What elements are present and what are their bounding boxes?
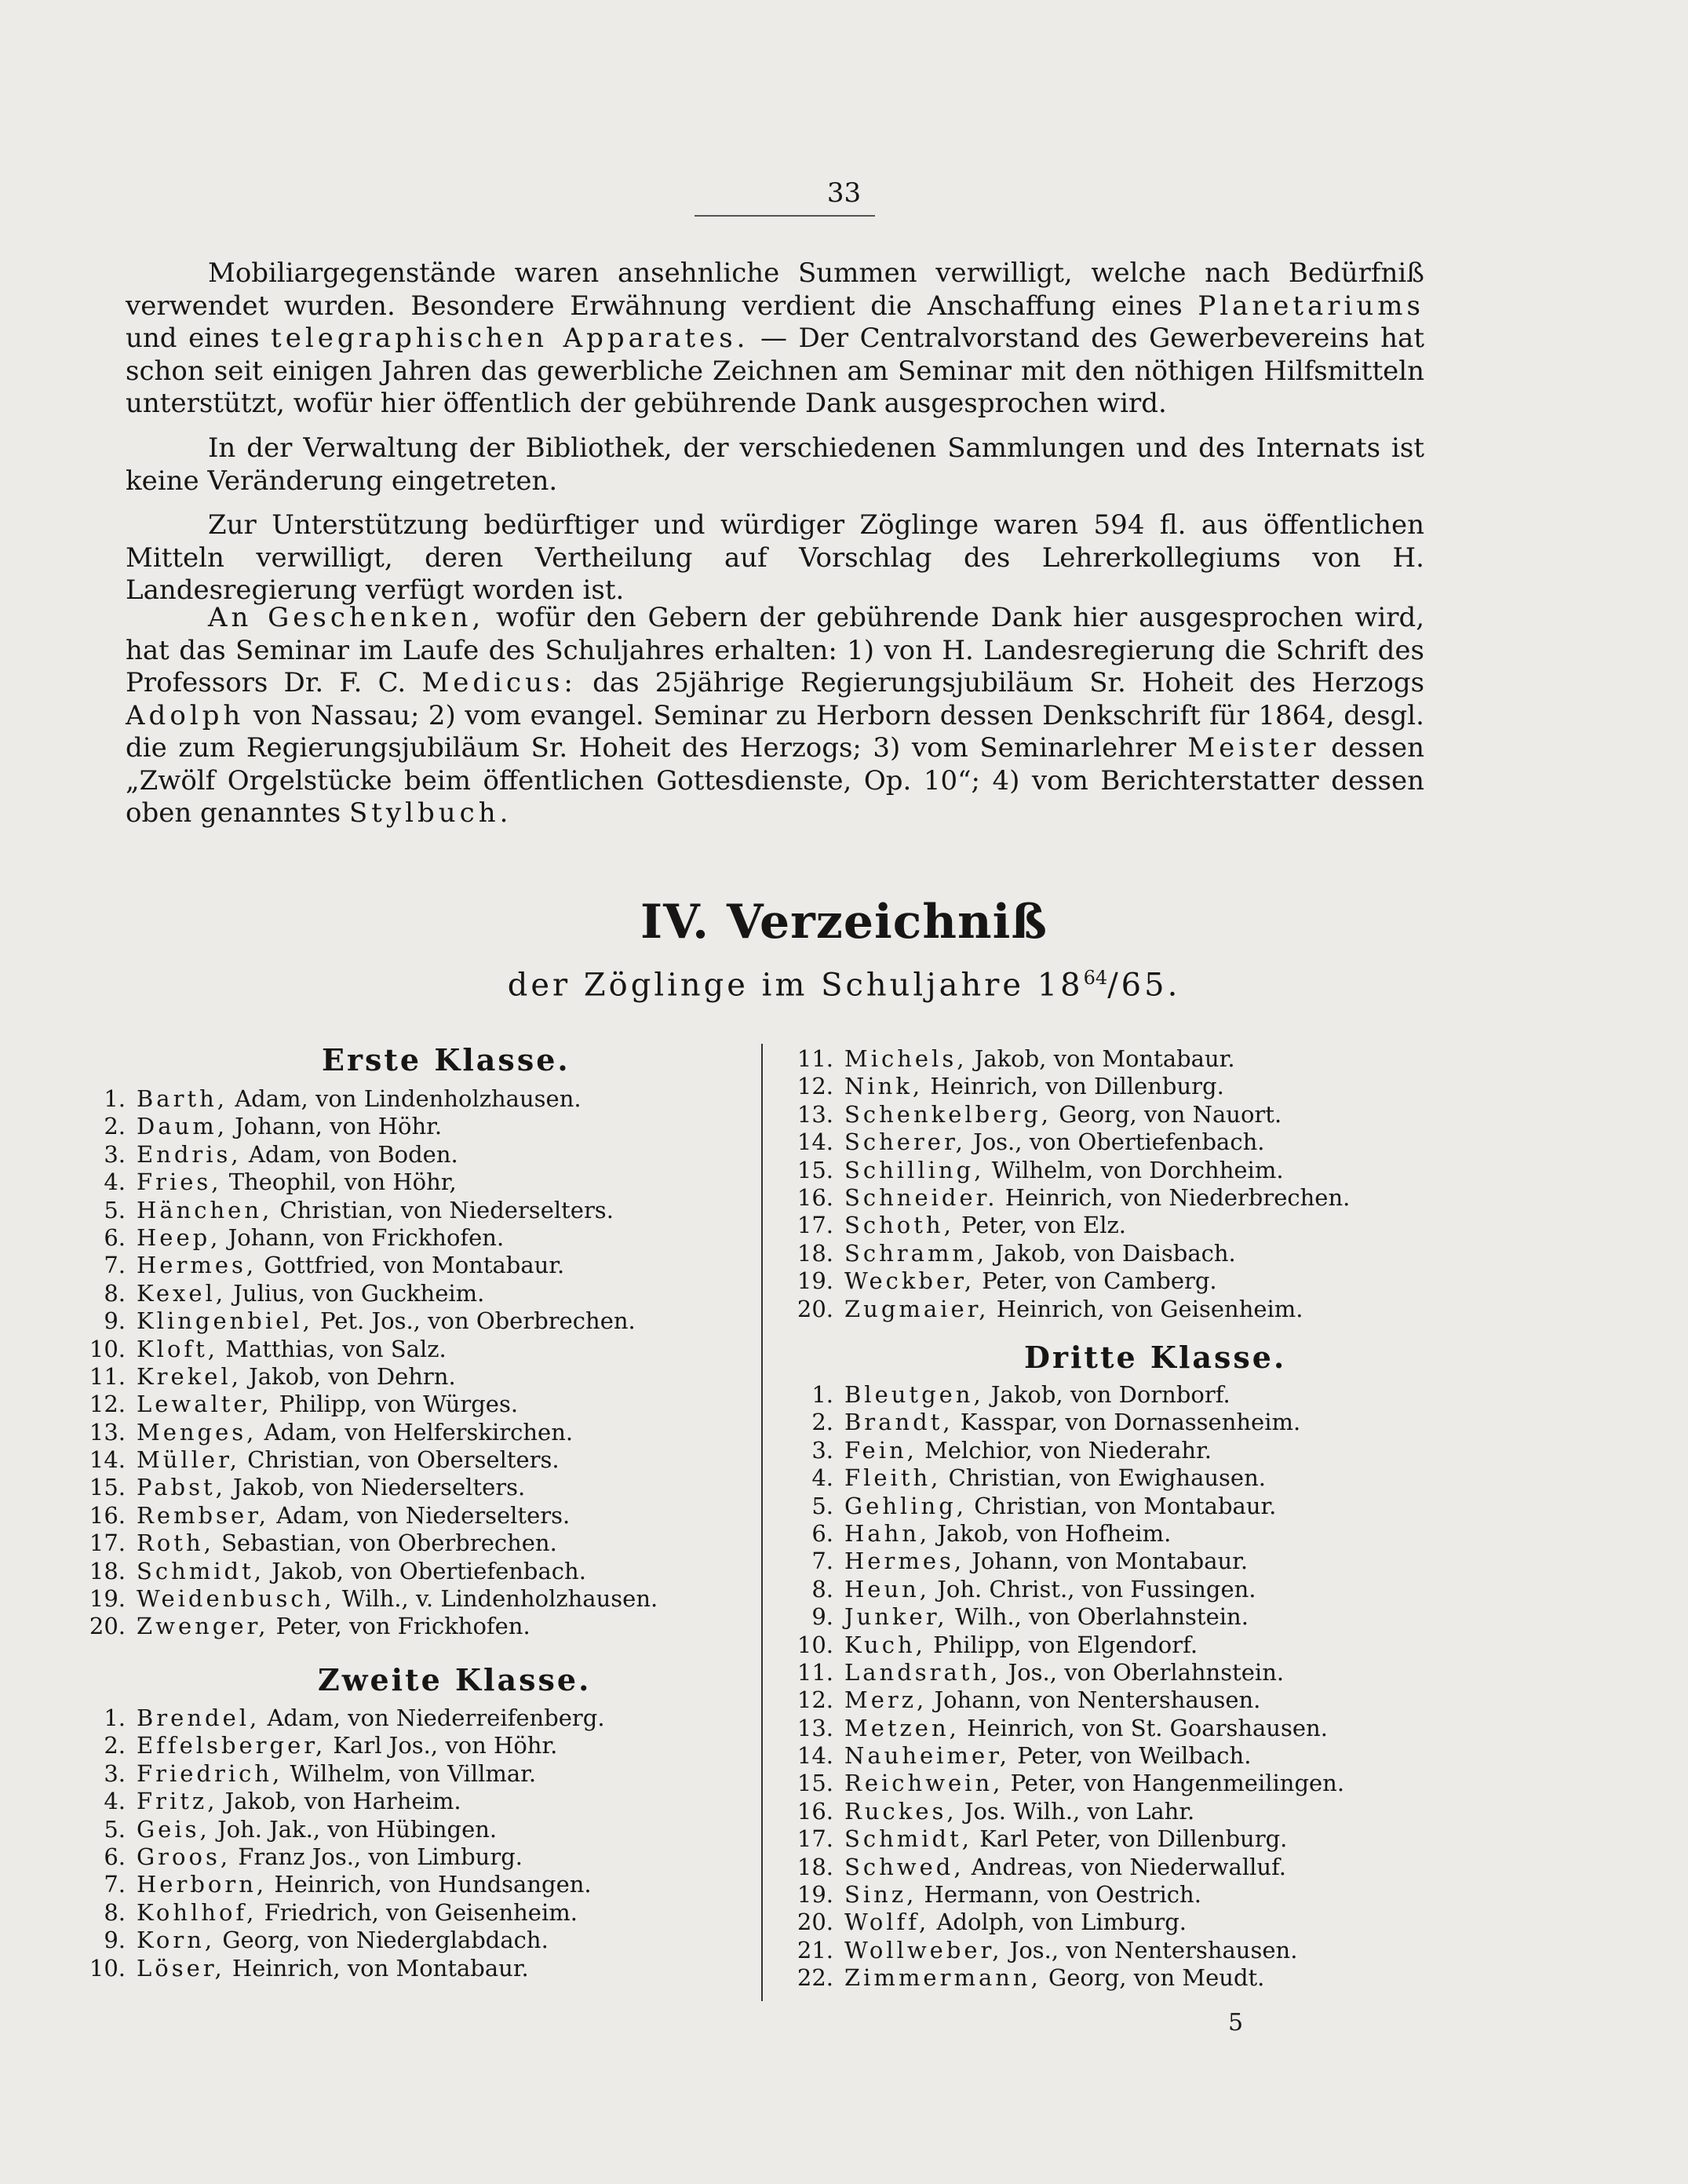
student-surname: Wollweber, [844, 1936, 1003, 1963]
student-entry [793, 1464, 1344, 1492]
student-details: Georg, von Niederglabdach. [222, 1927, 549, 1954]
student-entry [85, 1169, 658, 1196]
student-surname: Kloft, [137, 1335, 219, 1362]
student-details: Wilh., von Oberlahnstein. [954, 1603, 1249, 1631]
student-details: Andreas, von Niederwalluf. [971, 1853, 1286, 1880]
student-surname: Roth, [137, 1530, 214, 1557]
student-surname: Kuch, [844, 1631, 926, 1658]
entry-number: 14. [797, 1128, 833, 1156]
student-surname: Barth, [137, 1085, 228, 1112]
paragraph-1: Mobiliargegenstände waren ansehnliche Summen verwilligt, welche nach Bedürfniß verwendet wurden. Besondere Erwähnung verdient die Anschaffung eines Planetariums und eines telegraphischen Apparates. — Der Centralvorstand des Gewerbevereins hat schon seit einigen Jahren das gewerbliche Zeichnen am Seminar mit den nöthigen Hilfsmitteln unterstützt, wofür hier öffentlich der gebührende Dank ausgesprochen wird. [126, 257, 1424, 419]
entry-number: 11. [797, 1045, 833, 1072]
student-details: Adam, von Boden. [248, 1140, 458, 1168]
student-details: Jos. Wilh., von Lahr. [964, 1797, 1195, 1825]
student-details: Adolph, von Limburg. [936, 1909, 1187, 1936]
student-entry [85, 1760, 605, 1788]
student-details: Adam, von Niederreifenberg. [267, 1705, 605, 1731]
entry-number: 5. [811, 1492, 833, 1519]
entry-number: 10. [89, 1335, 126, 1362]
student-details: Wilh., v. Lindenholzhausen. [341, 1585, 658, 1613]
student-surname: Fein, [844, 1436, 917, 1464]
student-details: Christian, von Oberselters. [247, 1446, 560, 1474]
student-surname: Krekel, [137, 1362, 242, 1390]
student-details: Jakob, von Montabaur. [974, 1045, 1235, 1072]
student-surname: Menges, [137, 1418, 257, 1446]
student-details: Julius, von Guckheim. [233, 1279, 485, 1307]
student-entry [793, 1881, 1344, 1909]
emph-planetarium: Planetariums [1198, 290, 1424, 322]
student-entry [85, 1280, 658, 1307]
student-surname: Lewalter, [137, 1391, 272, 1418]
student-entry [793, 1548, 1344, 1575]
entry-number: 5. [104, 1815, 126, 1843]
student-details: Adam, von Niederselters. [276, 1501, 571, 1529]
entry-number: 8. [104, 1898, 126, 1926]
student-entry [793, 1240, 1350, 1267]
student-entry [793, 1267, 1350, 1295]
student-surname: Gehling, [844, 1492, 968, 1519]
student-surname: Nauheimer, [844, 1742, 1011, 1770]
emph-stylbuch: Stylbuch. [348, 797, 512, 829]
student-entry [85, 1871, 605, 1898]
student-entry [85, 1391, 658, 1418]
student-surname: Wolff, [844, 1909, 930, 1936]
student-entry [85, 1732, 605, 1759]
header-rule [695, 215, 875, 217]
student-entry [85, 1955, 605, 1982]
student-details: Kasspar, von Dornassenheim. [960, 1409, 1301, 1436]
student-entry [85, 1530, 658, 1557]
emph-medicus: Medicus: [421, 667, 577, 698]
student-details: Jos., von Obertiefenbach. [973, 1128, 1265, 1156]
student-surname: Müller, [137, 1446, 240, 1474]
heading-dritte-klasse: Dritte Klasse. [1024, 1340, 1287, 1375]
student-entry [793, 1686, 1344, 1714]
student-entry [85, 1419, 658, 1446]
student-entry [85, 1197, 658, 1224]
column-divider [761, 1044, 763, 2001]
student-details: Johann, von Nentershausen. [934, 1686, 1261, 1714]
list-zweite-klasse-b [793, 1045, 1350, 1323]
student-details: Hermann, von Oestrich. [924, 1881, 1201, 1909]
student-entry [793, 1493, 1344, 1520]
student-details: Johann, von Höhr. [235, 1113, 443, 1140]
student-entry [85, 1788, 605, 1815]
student-surname: Schneider. [844, 1183, 998, 1211]
student-surname: Klingenbiel, [137, 1307, 313, 1335]
entry-number: 19. [797, 1881, 833, 1909]
entry-number: 1. [104, 1705, 126, 1731]
student-entry [793, 1184, 1350, 1212]
student-details: Karl Jos., von Höhr. [333, 1732, 558, 1759]
student-details: Georg, von Meudt. [1048, 1964, 1265, 1992]
entry-number: 7. [104, 1252, 126, 1279]
student-entry [793, 1825, 1344, 1853]
list-dritte-klasse [793, 1381, 1344, 1993]
student-surname: Fritz, [137, 1788, 218, 1815]
student-surname: Heep, [137, 1223, 221, 1251]
student-surname: Korn, [137, 1927, 216, 1954]
student-entry [85, 1224, 658, 1252]
entry-number: 15. [797, 1770, 833, 1797]
student-surname: Herborn, [137, 1871, 268, 1898]
heading-erste-klasse: Erste Klasse. [322, 1042, 571, 1077]
emph-meister: Meister [1187, 732, 1320, 764]
student-surname: Weckber, [844, 1267, 975, 1295]
student-surname: Fleith, [844, 1464, 942, 1492]
student-details: Christian, von Niederselters. [279, 1196, 614, 1223]
student-entry [793, 1381, 1344, 1409]
student-surname: Friedrich, [137, 1759, 283, 1787]
student-entry [793, 1296, 1350, 1323]
student-details: Georg, von Nauort. [1059, 1100, 1282, 1128]
student-details: Franz Jos., von Limburg. [238, 1843, 523, 1870]
student-details: Pet. Jos., von Oberbrechen. [320, 1307, 636, 1335]
student-entry [85, 1816, 605, 1843]
student-surname: Brandt, [844, 1409, 953, 1436]
student-details: Peter, von Camberg. [982, 1267, 1217, 1295]
student-details: Wilhelm, von Dorchheim. [991, 1156, 1284, 1183]
entry-number: 8. [104, 1279, 126, 1307]
student-entry [793, 1157, 1350, 1184]
entry-number: 1. [811, 1381, 833, 1408]
student-details: Jakob, von Harheim. [224, 1788, 461, 1815]
entry-number: 6. [104, 1223, 126, 1251]
entry-number: 1. [104, 1085, 126, 1112]
entry-number: 4. [104, 1788, 126, 1815]
entry-number: 16. [797, 1797, 833, 1825]
student-details: Theophil, von Höhr, [228, 1169, 457, 1196]
student-details: Jos., von Oberlahnstein. [1008, 1658, 1285, 1686]
student-surname: Ruckes, [844, 1797, 957, 1825]
student-entry [85, 1502, 658, 1530]
student-details: Johann, von Frickhofen. [228, 1223, 505, 1251]
student-entry [85, 1252, 658, 1279]
student-details: Heinrich, von Hundsangen. [274, 1871, 592, 1898]
student-entry [85, 1613, 658, 1640]
student-entry [793, 1073, 1350, 1100]
student-entry [85, 1307, 658, 1335]
student-details: Joh. Jak., von Hübingen. [217, 1815, 498, 1843]
student-details: Christian, von Ewighausen. [948, 1464, 1266, 1492]
student-entry [793, 1798, 1344, 1825]
entry-number: 9. [104, 1307, 126, 1335]
entry-number: 4. [104, 1169, 126, 1196]
student-entry [85, 1336, 658, 1363]
student-surname: Weidenbusch, [137, 1585, 335, 1613]
signature-mark: 5 [1228, 2009, 1244, 2036]
student-entry [793, 1715, 1344, 1742]
student-details: Heinrich, von Niederbrechen. [1004, 1183, 1351, 1211]
page-number: 33 [826, 177, 862, 209]
paragraph-4: An Geschenken, wofür den Gebern der gebührende Dank hier ausgesprochen wird, hat das Seminar im Laufe des Schuljahres erhalten: 1) von H. Landesregierung die Schrift des Professors Dr. F. C. Medicus: das 25jährige Regierungsjubiläum Sr. Hoheit des Herzogs Adolph von Nassau; 2) vom evangel. Seminar zu Herborn dessen Denkschrift für 1864, desgl. die zum Regierungsjubiläum Sr. Hoheit des Herzogs; 3) vom Seminarlehrer Meister dessen „Zwölf Orgelstücke beim öffentlichen Gottesdienste, Op. 10“; 4) vom Berichterstatter dessen oben genanntes Stylbuch. [126, 602, 1425, 829]
entry-number: 20. [797, 1295, 833, 1322]
paragraph-2: In der Verwaltung der Bibliothek, der verschiedenen Sammlungen und des Internats ist keine Veränderung eingetreten. [126, 432, 1424, 497]
student-surname: Nink, [844, 1073, 924, 1100]
student-details: Joh. Christ., von Fussingen. [937, 1575, 1256, 1602]
student-surname: Brendel, [137, 1705, 261, 1731]
entry-number: 5. [104, 1196, 126, 1223]
year-sup: 64 [1083, 967, 1108, 989]
entry-number: 10. [797, 1631, 833, 1658]
entry-number: 15. [797, 1156, 833, 1183]
entry-number: 22. [797, 1964, 833, 1992]
student-surname: Hermes, [137, 1252, 257, 1279]
entry-number: 2. [104, 1113, 126, 1140]
student-entry [85, 1446, 658, 1474]
student-details: Peter, von Hangenmeilingen. [1010, 1770, 1345, 1797]
student-entry [793, 1854, 1344, 1881]
student-surname: Kohlhof, [137, 1898, 257, 1926]
entry-number: 13. [797, 1714, 833, 1741]
entry-number: 12. [797, 1073, 833, 1100]
student-details: Christian, von Montabaur. [974, 1492, 1277, 1519]
entry-number: 9. [811, 1603, 833, 1631]
entry-number: 7. [104, 1871, 126, 1898]
entry-number: 21. [797, 1936, 833, 1963]
student-details: Wilhelm, von Villmar. [290, 1759, 537, 1787]
entry-number: 14. [797, 1742, 833, 1770]
entry-number: 17. [797, 1825, 833, 1853]
entry-number: 16. [797, 1183, 833, 1211]
student-entry [793, 1101, 1350, 1128]
student-surname: Metzen, [844, 1714, 960, 1741]
student-surname: Groos, [137, 1843, 232, 1870]
student-details: Peter, von Elz. [961, 1212, 1126, 1239]
student-entry [85, 1927, 605, 1954]
student-entry [793, 1603, 1344, 1631]
student-details: Sebastian, von Oberbrechen. [221, 1530, 557, 1557]
student-details: Jakob, von Niederselters. [233, 1474, 526, 1501]
student-entry [85, 1363, 658, 1391]
student-surname: Zimmermann, [844, 1964, 1041, 1992]
student-details: Johann, von Montabaur. [972, 1548, 1249, 1575]
entry-number: 13. [89, 1418, 126, 1446]
entry-number: 10. [89, 1954, 126, 1982]
student-details: Philipp, von Würges. [279, 1391, 519, 1418]
student-entry [85, 1558, 658, 1585]
entry-number: 6. [811, 1519, 833, 1547]
student-details: Heinrich, von St. Goarshausen. [967, 1714, 1328, 1741]
student-entry [793, 1909, 1344, 1936]
entry-number: 3. [104, 1140, 126, 1168]
student-details: Heinrich, von Geisenheim. [996, 1295, 1303, 1322]
entry-number: 12. [797, 1686, 833, 1714]
entry-number: 7. [811, 1548, 833, 1575]
student-details: Philipp, von Elgendorf. [933, 1631, 1198, 1658]
student-details: Melchior, von Niederahr. [924, 1436, 1212, 1464]
entry-number: 19. [797, 1267, 833, 1295]
heading-zweite-klasse: Zweite Klasse. [318, 1662, 592, 1697]
student-details: Peter, von Weilbach. [1017, 1742, 1252, 1770]
student-surname: Hahn, [844, 1519, 931, 1547]
list-zweite-klasse-a [85, 1705, 605, 1982]
student-surname: Michels, [844, 1045, 968, 1072]
entry-number: 2. [811, 1409, 833, 1436]
student-entry [85, 1585, 658, 1613]
student-surname: Kexel, [137, 1279, 227, 1307]
student-details: Jakob, von Dehrn. [249, 1362, 456, 1390]
student-details: Jakob, von Hofheim. [937, 1519, 1172, 1547]
student-details: Jos., von Nentershausen. [1009, 1936, 1298, 1963]
student-surname: Endris, [137, 1140, 242, 1168]
student-surname: Schilling, [844, 1156, 985, 1183]
entry-number: 20. [89, 1613, 126, 1640]
paragraph-3: Zur Unterstützung bedürftiger und würdiger Zöglinge waren 594 fl. aus öffentlichen Mitteln verwilligt, deren Vertheilung auf Vorschlag des Lehrerkollegiums von H. Landesregierung verfügt worden ist. [126, 509, 1424, 606]
student-entry [85, 1474, 658, 1501]
student-entry [793, 1964, 1344, 1992]
student-surname: Fries, [137, 1169, 222, 1196]
section-title: IV. Verzeichniß [640, 895, 1048, 950]
entry-number: 4. [811, 1464, 833, 1492]
entry-number: 15. [89, 1474, 126, 1501]
student-surname: Geis, [137, 1815, 210, 1843]
entry-number: 8. [811, 1575, 833, 1602]
student-entry [793, 1520, 1344, 1548]
student-surname: Hänchen, [137, 1196, 273, 1223]
year-sub: /65. [1107, 967, 1181, 1004]
student-entry [85, 1705, 605, 1732]
entry-number: 17. [797, 1212, 833, 1239]
student-details: Karl Peter, von Dillenburg. [979, 1825, 1288, 1853]
student-details: Adam, von Helferskirchen. [264, 1418, 574, 1446]
entry-number: 11. [797, 1658, 833, 1686]
student-surname: Rembser, [137, 1501, 269, 1529]
entry-number: 20. [797, 1909, 833, 1936]
entry-number: 18. [797, 1853, 833, 1880]
student-entry [793, 1212, 1350, 1239]
student-entry [793, 1045, 1350, 1073]
student-surname: Heun, [844, 1575, 931, 1602]
student-entry [85, 1141, 658, 1169]
student-entry [793, 1128, 1350, 1156]
entry-number: 12. [89, 1391, 126, 1418]
student-surname: Sinz, [844, 1881, 917, 1909]
entry-number: 6. [104, 1843, 126, 1870]
entry-number: 17. [89, 1530, 126, 1557]
student-entry [793, 1742, 1344, 1770]
student-details: Gottfried, von Montabaur. [264, 1252, 565, 1279]
student-entry [85, 1085, 658, 1113]
entry-number: 2. [104, 1732, 126, 1759]
list-erste-klasse [85, 1085, 658, 1641]
student-surname: Zwenger, [137, 1613, 269, 1640]
student-surname: Schmidt, [137, 1557, 264, 1584]
entry-number: 19. [89, 1585, 126, 1613]
entry-number: 11. [89, 1362, 126, 1390]
student-surname: Scherer, [844, 1128, 966, 1156]
student-surname: Schoth, [844, 1212, 954, 1239]
student-details: Jakob, von Obertiefenbach. [272, 1557, 586, 1584]
student-details: Matthias, von Salz. [225, 1335, 447, 1362]
student-surname: Daum, [137, 1113, 228, 1140]
student-surname: Junker, [844, 1603, 948, 1631]
student-surname: Löser, [137, 1954, 225, 1982]
student-surname: Bleutgen, [844, 1381, 984, 1408]
student-entry [85, 1843, 605, 1871]
emph-geschenken: An Geschenken, [208, 602, 485, 633]
section-subtitle: der Zöglinge im Schuljahre $18^{64}/65$. [507, 967, 1181, 1004]
emph-telegraph: telegraphischen Apparates. [271, 323, 749, 354]
student-surname: Hermes, [844, 1548, 965, 1575]
student-surname: Pabst, [137, 1474, 226, 1501]
student-details: Adam, von Lindenholzhausen. [235, 1085, 582, 1112]
entry-number: 18. [89, 1557, 126, 1584]
entry-number: 16. [89, 1501, 126, 1529]
student-details: Jakob, von Daisbach. [994, 1239, 1236, 1267]
student-details: Friedrich, von Geisenheim. [264, 1898, 578, 1926]
student-entry [793, 1937, 1344, 1964]
entry-number: 3. [104, 1759, 126, 1787]
student-entry [793, 1632, 1344, 1659]
student-surname: Schenkelberg, [844, 1100, 1052, 1128]
student-surname: Landsrath, [844, 1658, 1001, 1686]
student-surname: Merz, [844, 1686, 928, 1714]
student-details: Heinrich, von Montabaur. [232, 1954, 529, 1982]
student-entry [793, 1659, 1344, 1686]
student-details: Peter, von Frickhofen. [275, 1613, 530, 1640]
student-details: Heinrich, von Dillenburg. [930, 1073, 1224, 1100]
student-entry [85, 1899, 605, 1927]
student-surname: Effelsberger, [137, 1732, 326, 1759]
student-entry [85, 1113, 658, 1140]
student-details: Jakob, von Dornborf. [990, 1381, 1230, 1408]
entry-number: 13. [797, 1100, 833, 1128]
student-entry [793, 1576, 1344, 1603]
student-surname: Schmidt, [844, 1825, 972, 1853]
entry-number: 18. [797, 1239, 833, 1267]
entry-number: 9. [104, 1927, 126, 1954]
student-surname: Schramm, [844, 1239, 988, 1267]
entry-number: 14. [89, 1446, 126, 1474]
student-entry [793, 1409, 1344, 1436]
entry-number: 3. [811, 1436, 833, 1464]
emph-adolph: Adolph [126, 699, 245, 731]
student-entry [793, 1770, 1344, 1797]
student-entry [793, 1437, 1344, 1464]
student-surname: Schwed, [844, 1853, 964, 1880]
student-surname: Reichwein, [844, 1770, 1004, 1797]
student-surname: Zugmaier, [844, 1295, 990, 1322]
